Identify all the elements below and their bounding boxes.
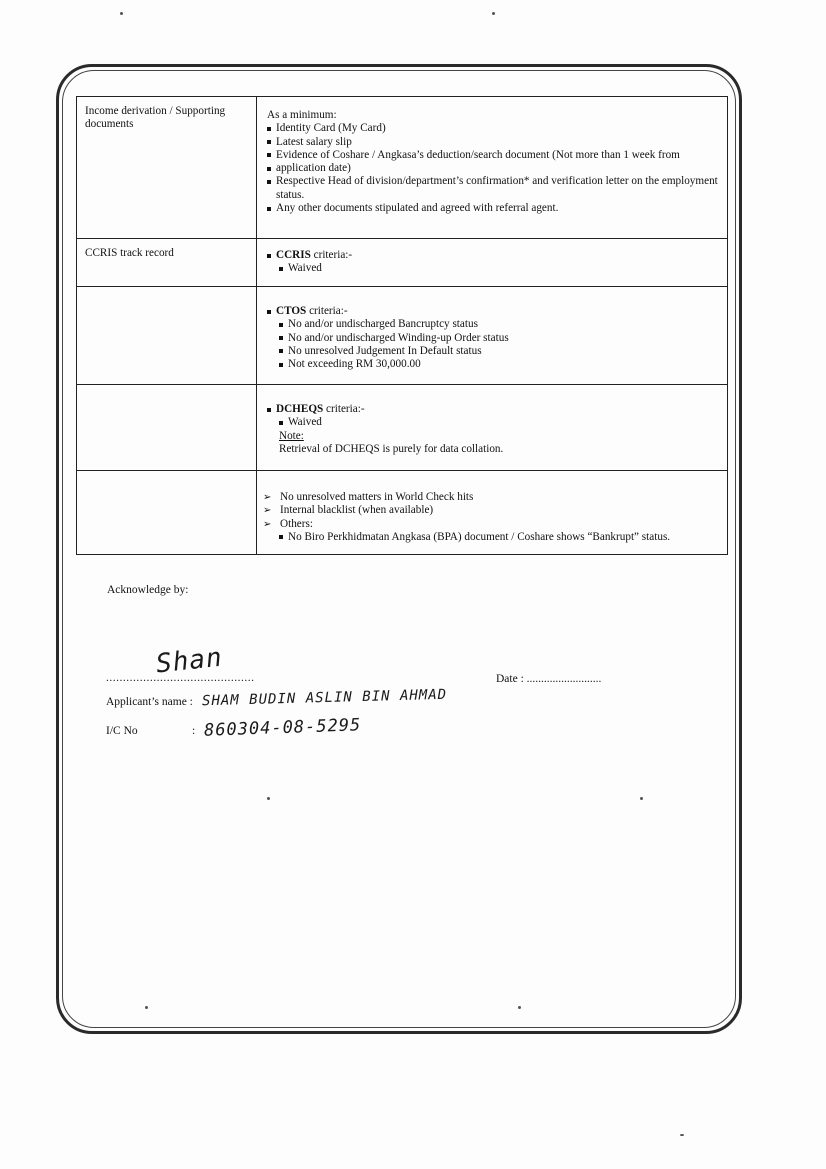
other-content-cell — [257, 471, 728, 555]
ctos-heading-bold: CTOS — [276, 305, 307, 317]
applicant-signature: Shan — [154, 642, 225, 680]
applicant-name-value: SHAM BUDIN ASLIN BIN AHMAD — [201, 686, 448, 710]
applicant-name-label: Applicant’s name : — [106, 696, 193, 708]
list-item: Waived — [279, 416, 721, 429]
ic-value: 860304-08-5295 — [203, 715, 362, 741]
dcheqs-note — [267, 430, 721, 457]
table-row-ctos — [77, 287, 728, 385]
ctos-sub-list — [267, 318, 721, 371]
ccris-label: CCRIS track record — [85, 247, 174, 259]
income-label-cell — [77, 97, 257, 239]
arrow-bullet-icon: ➢ — [263, 492, 272, 503]
list-item: Any other documents stipulated and agreed with referral agent. — [267, 202, 721, 215]
ccris-sub-list — [267, 262, 721, 275]
table-row-dcheqs — [77, 385, 728, 471]
scan-speck — [145, 1006, 148, 1009]
other-label-cell — [77, 471, 257, 555]
table-row-other — [77, 471, 728, 555]
date-label: Date : .......................... — [496, 673, 602, 685]
signature-line: ............................................ — [106, 672, 255, 684]
dcheqs-label-cell — [77, 385, 257, 471]
arrow-bullet-icon: ➢ — [263, 518, 272, 530]
ccris-content-cell — [257, 239, 728, 287]
ctos-criteria-list — [267, 305, 721, 318]
list-item: No Biro Perkhidmatan Angkasa (BPA) document / Coshare shows “Bankrupt” status. — [279, 531, 721, 544]
income-content-cell — [257, 97, 728, 239]
scan-speck — [267, 797, 270, 800]
list-item: Respective Head of division/department’s confirmation* and verification letter on the employment status. — [267, 175, 721, 202]
dcheqs-criteria-list — [267, 403, 721, 416]
table-row-ccris — [77, 239, 728, 287]
ctos-heading-rest: criteria:- — [306, 305, 348, 317]
arrow-bullet-icon: ➢ — [263, 505, 272, 517]
scan-speck — [518, 1006, 521, 1009]
list-item: No unresolved Judgement In Default status — [279, 345, 721, 358]
ctos-content-cell — [257, 287, 728, 385]
scan-speck — [120, 12, 123, 15]
acknowledge-title: Acknowledge by: — [107, 584, 189, 596]
list-item: Waived — [279, 262, 721, 275]
table-row-income — [77, 97, 728, 239]
list-item: application date) — [267, 162, 721, 175]
ccris-heading-bold: CCRIS — [276, 249, 311, 261]
income-intro: As a minimum: — [267, 109, 337, 121]
list-item: ➢ No unresolved matters in World Check hits — [263, 491, 474, 503]
ccris-label-cell — [77, 239, 257, 287]
ccris-heading-rest: criteria:- — [310, 249, 353, 261]
other-checks-list — [263, 491, 721, 531]
list-item: Latest salary slip — [267, 136, 721, 149]
ccris-criteria-list — [267, 249, 721, 262]
dcheqs-note-label: Note: — [279, 429, 304, 442]
dcheqs-note-text: Retrieval of DCHEQS is purely for data collation. — [279, 442, 504, 455]
ctos-heading — [267, 305, 721, 318]
ic-label: I/C No — [106, 725, 138, 737]
income-label: Income derivation / Supporting documents — [85, 105, 226, 131]
list-item: Not exceeding RM 30,000.00 — [279, 358, 721, 371]
dcheqs-heading-bold: DCHEQS — [276, 403, 324, 415]
income-doc-list — [267, 122, 721, 215]
scan-speck — [492, 12, 495, 15]
dcheqs-sub-list — [267, 416, 721, 429]
other-sub-list — [263, 531, 721, 544]
dcheqs-content-cell — [257, 385, 728, 471]
ic-colon: : — [192, 725, 196, 737]
dcheqs-heading-rest: criteria:- — [323, 403, 365, 415]
ccris-heading — [267, 249, 721, 262]
criteria-table — [76, 96, 728, 555]
scan-speck — [680, 1134, 684, 1136]
list-item: Identity Card (My Card) — [267, 122, 721, 135]
dcheqs-heading — [267, 403, 721, 416]
ctos-label-cell — [77, 287, 257, 385]
list-item: No and/or undischarged Bancruptcy status — [279, 318, 721, 331]
list-item: No and/or undischarged Winding-up Order status — [279, 332, 721, 345]
list-item: ➢ Others: — [263, 517, 313, 530]
list-item: Evidence of Coshare / Angkasa’s deduction/search document (Not more than 1 week from — [267, 149, 721, 162]
scan-speck — [640, 797, 643, 800]
list-item: ➢ Internal blacklist (when available) — [263, 504, 434, 517]
